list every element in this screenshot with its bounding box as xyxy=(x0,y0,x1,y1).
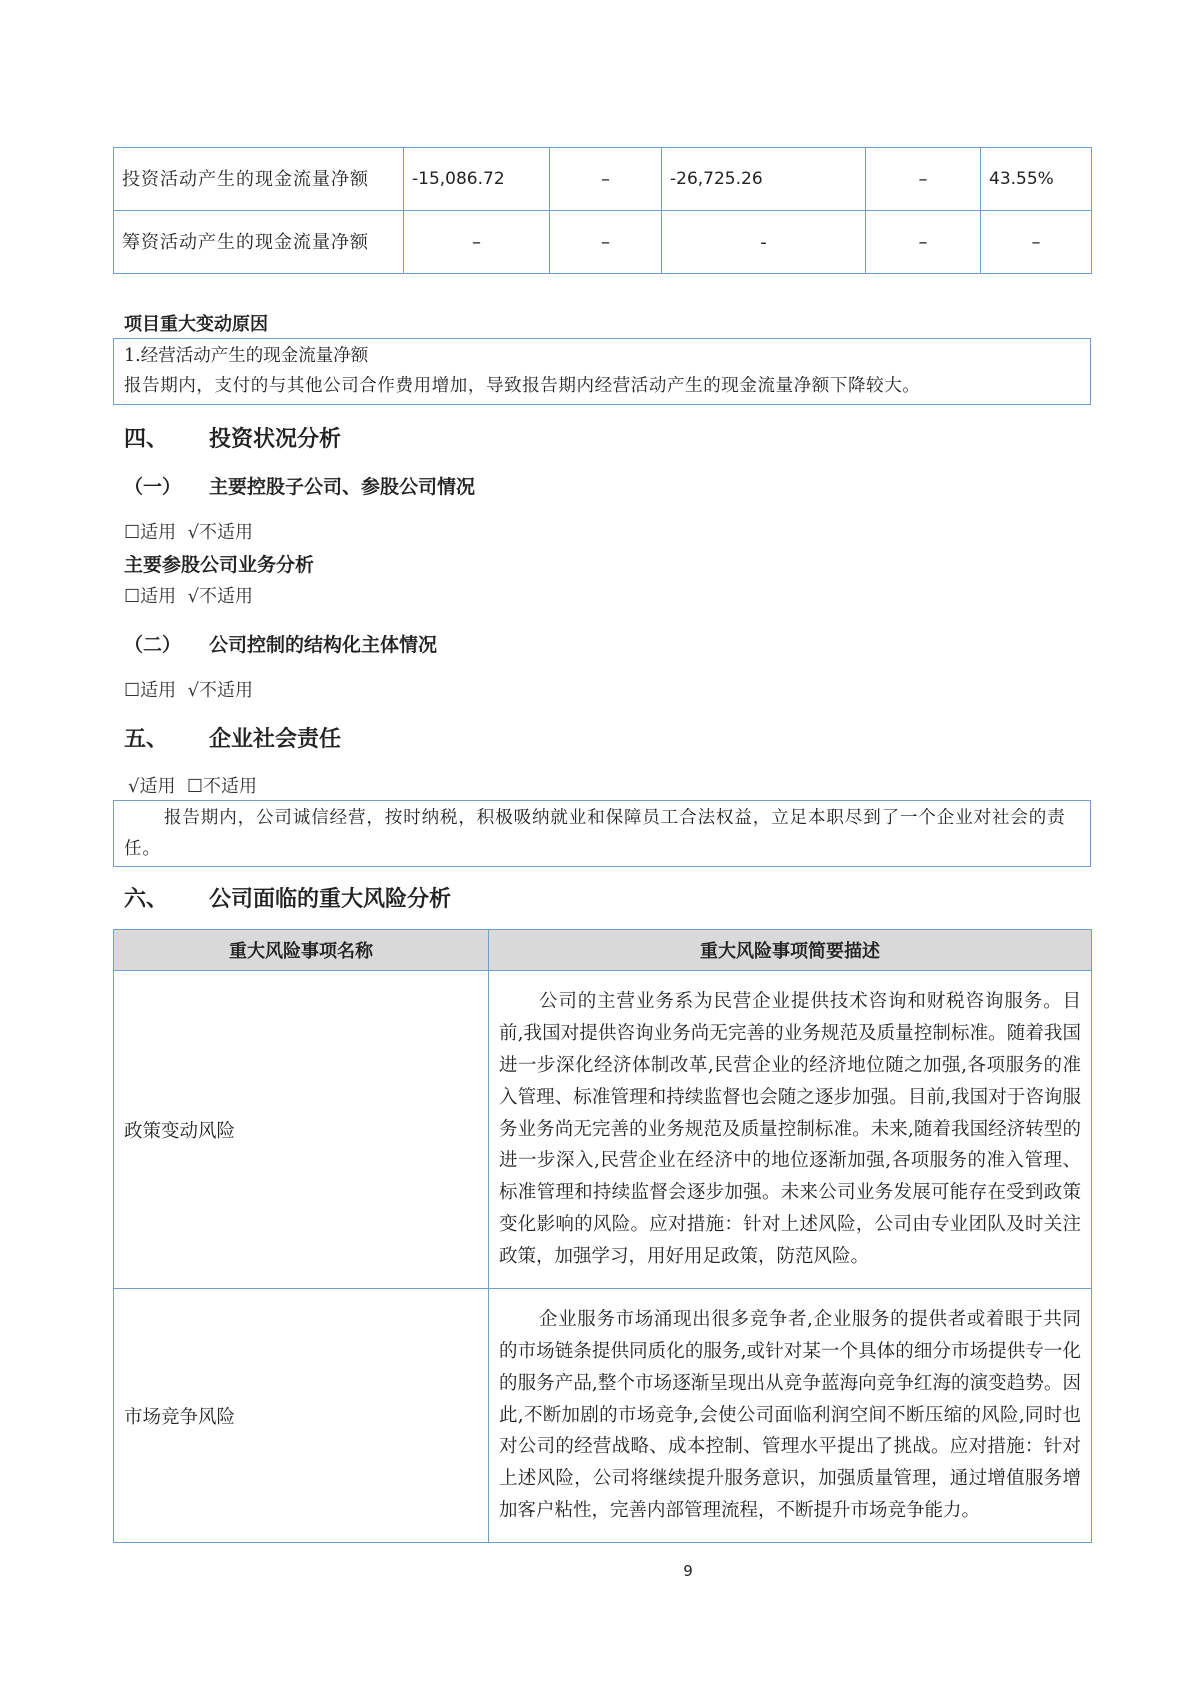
risk-description xyxy=(489,1289,1092,1543)
cell-value: - xyxy=(662,211,866,274)
change-reason-text: 报告期内，支付的与其他公司合作费用增加，导致报告期内经营活动产生的现金流量净额下降较大。 xyxy=(124,376,921,396)
row-label: 投资活动产生的现金流量净额 xyxy=(114,148,404,211)
cell-value: – xyxy=(550,148,662,211)
applicability-option: √适用 ☐不适用 xyxy=(128,776,258,797)
cell-value: – xyxy=(550,211,662,274)
cashflow-table xyxy=(113,147,1092,274)
subsection-1-heading xyxy=(124,472,476,499)
table-row xyxy=(114,1289,1092,1543)
subsection-number: （二） xyxy=(124,634,182,656)
subsection-title: 主要参股公司业务分析 xyxy=(124,554,315,576)
table-header-row xyxy=(114,930,1092,971)
subsection-number: （一） xyxy=(124,476,182,498)
change-reason-title: 项目重大变动原因 xyxy=(124,314,268,335)
page-number: 9 xyxy=(683,1562,693,1580)
section-title: 企业社会责任 xyxy=(209,727,342,752)
section-5-heading xyxy=(124,722,342,753)
risk-name: 市场竞争风险 xyxy=(114,1289,489,1543)
risk-description-text: 企业服务市场涌现出很多竞争者,企业服务的提供者或着眼于共同的市场链条提供同质化的服务,或针对某一个具体的细分市场提供专一化的服务产品,整个市场逐渐呈现出从竞争蓝海向竞争红海的演变趋势。因此,不断加剧的市场竞争,会使公司面临利润空间不断压缩的风险,同时也对公司的经营战略、成本控制、管理水平提出了挑战。应对措施：针对上述风险，公司将继续提升服务意识，加强质量管理，通过增值服务增加客户粘性，完善内部管理流程，不断提升市场竞争能力。 xyxy=(499,1309,1081,1521)
risk-table xyxy=(113,929,1092,1543)
section-6-heading xyxy=(124,882,452,913)
section-number: 五、 xyxy=(124,727,169,752)
risk-name: 政策变动风险 xyxy=(114,971,489,1289)
column-header: 重大风险事项名称 xyxy=(114,930,489,971)
table-row xyxy=(114,148,1092,211)
social-responsibility-text: 报告期内，公司诚信经营，按时纳税，积极吸纳就业和保障员工合法权益，立足本职尽到了一个企业对社会的责任。 xyxy=(124,808,1066,859)
section-4-heading xyxy=(124,422,342,453)
cell-value: – xyxy=(981,211,1092,274)
section-number: 六、 xyxy=(124,887,169,912)
column-header: 重大风险事项简要描述 xyxy=(489,930,1092,971)
change-reason-box xyxy=(113,338,1091,405)
subsection-2-heading xyxy=(124,630,438,657)
cell-value: – xyxy=(404,211,550,274)
cell-value: -15,086.72 xyxy=(404,148,550,211)
cell-value: -26,725.26 xyxy=(662,148,866,211)
cell-value: – xyxy=(866,211,981,274)
applicability-option: ☐适用 √不适用 xyxy=(124,680,254,701)
cell-value: – xyxy=(866,148,981,211)
risk-description xyxy=(489,971,1092,1289)
applicability-option: ☐适用 √不适用 xyxy=(124,522,254,543)
row-label: 筹资活动产生的现金流量净额 xyxy=(114,211,404,274)
section-title: 公司面临的重大风险分析 xyxy=(209,887,452,912)
social-responsibility-box xyxy=(113,800,1091,867)
risk-description-text: 公司的主营业务系为民营企业提供技术咨询和财税咨询服务。目前,我国对提供咨询业务尚无完善的业务规范及质量控制标准。随着我国进一步深化经济体制改革,民营企业的经济地位随之加强,各项服务的准入管理、标准管理和持续监督也会随之逐步加强。目前,我国对于咨询服务业务尚无完善的业务规范及质量控制标准。未来,随着我国经济转型的进一步深入,民营企业在经济中的地位逐渐加强,各项服务的准入管理、标准管理和持续监督会逐步加强。未来公司业务发展可能存在受到政策变化影响的风险。应对措施：针对上述风险，公司由专业团队及时关注政策，加强学习，用好用足政策，防范风险。 xyxy=(499,991,1081,1267)
subsection-title: 公司控制的结构化主体情况 xyxy=(209,634,438,656)
cell-value: 43.55% xyxy=(981,148,1092,211)
change-reason-item-title: 1.经营活动产生的现金流量净额 xyxy=(124,346,369,366)
table-row xyxy=(114,211,1092,274)
section-title: 投资状况分析 xyxy=(209,427,342,452)
section-number: 四、 xyxy=(124,427,169,452)
applicability-option: ☐适用 √不适用 xyxy=(124,586,254,607)
subsection-title: 主要控股子公司、参股公司情况 xyxy=(209,476,476,498)
table-row xyxy=(114,971,1092,1289)
